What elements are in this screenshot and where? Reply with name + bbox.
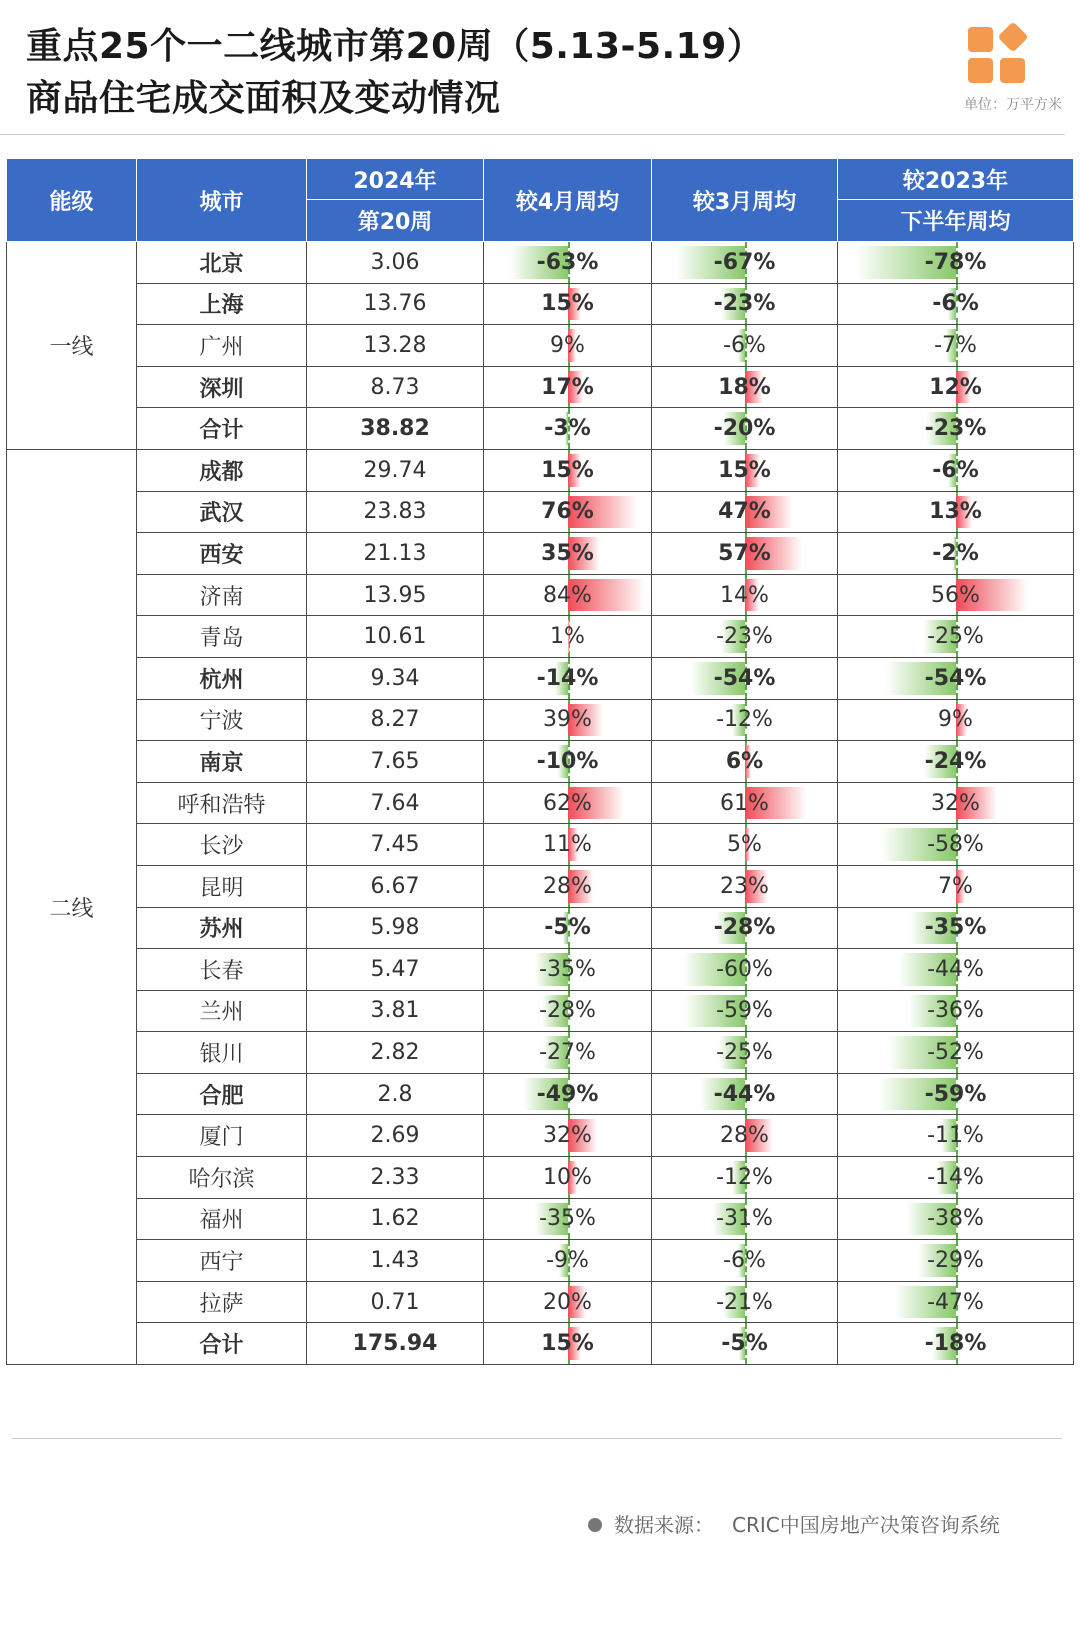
area-cell: 3.81 — [307, 990, 484, 1032]
vs-march-cell — [652, 408, 838, 450]
city-cell: 长春 — [137, 949, 307, 991]
city-cell: 南京 — [137, 741, 307, 783]
vs-march-cell — [652, 990, 838, 1032]
vs-2023-cell — [838, 782, 1074, 824]
header-vs-2023: 较2023年 — [838, 159, 1074, 200]
vs-2023-value: -11% — [927, 1123, 984, 1149]
header-vs-2023-h2: 下半年周均 — [838, 200, 1074, 242]
table-row — [7, 1240, 1074, 1282]
city-cell: 呼和浩特 — [137, 782, 307, 824]
vs-april-value: 11% — [543, 832, 592, 858]
area-cell: 7.45 — [307, 824, 484, 866]
area-cell: 38.82 — [307, 408, 484, 450]
vs-2023-cell — [838, 1157, 1074, 1199]
vs-april-value: 15% — [541, 1331, 594, 1357]
vs-2023-value: -29% — [927, 1248, 984, 1274]
vs-2023-value: -2% — [932, 540, 979, 566]
vs-2023-cell — [838, 824, 1074, 866]
area-cell: 6.67 — [307, 865, 484, 907]
vs-march-value: -6% — [723, 1248, 766, 1274]
vs-2023-value: -6% — [932, 291, 979, 317]
header-tier: 能级 — [7, 159, 137, 242]
vs-march-cell — [652, 1073, 838, 1115]
vs-2023-value: -18% — [924, 1331, 987, 1357]
vs-2023-cell — [838, 325, 1074, 367]
vs-2023-cell — [838, 533, 1074, 575]
vs-2023-cell — [838, 699, 1074, 741]
vs-march-cell — [652, 616, 838, 658]
table-row — [7, 907, 1074, 949]
vs-march-cell — [652, 491, 838, 533]
vs-april-value: 17% — [541, 374, 594, 400]
vs-2023-value: -58% — [927, 832, 984, 858]
vs-march-value: -20% — [713, 416, 776, 442]
vs-april-cell — [484, 1032, 652, 1074]
vs-march-value: -21% — [716, 1289, 773, 1315]
vs-april-value: 15% — [541, 291, 594, 317]
vs-april-cell — [484, 949, 652, 991]
vs-2023-value: -36% — [927, 998, 984, 1024]
vs-2023-cell — [838, 1032, 1074, 1074]
vs-april-value: -9% — [546, 1248, 589, 1274]
vs-march-value: -23% — [713, 291, 776, 317]
vs-april-value: 1% — [550, 624, 585, 650]
vs-march-cell — [652, 1281, 838, 1323]
vs-march-value: 57% — [718, 540, 771, 566]
table-row — [7, 449, 1074, 491]
vs-2023-value: 12% — [929, 374, 982, 400]
area-cell: 2.69 — [307, 1115, 484, 1157]
vs-april-cell — [484, 491, 652, 533]
table-row — [7, 1198, 1074, 1240]
vs-march-value: 6% — [725, 748, 764, 774]
city-cell: 西宁 — [137, 1240, 307, 1282]
vs-march-cell — [652, 1032, 838, 1074]
table-row — [7, 1115, 1074, 1157]
area-cell: 0.71 — [307, 1281, 484, 1323]
vs-2023-cell — [838, 574, 1074, 616]
vs-march-value: -31% — [716, 1206, 773, 1232]
vs-march-value: 15% — [718, 457, 771, 483]
vs-2023-value: -44% — [927, 956, 984, 982]
vs-march-cell — [652, 907, 838, 949]
header-vs-april: 较4月周均 — [484, 159, 652, 242]
city-cell: 拉萨 — [137, 1281, 307, 1323]
city-cell: 青岛 — [137, 616, 307, 658]
bottom-divider — [12, 1438, 1062, 1439]
table-row — [7, 283, 1074, 325]
city-cell: 合肥 — [137, 1073, 307, 1115]
vs-2023-cell — [838, 741, 1074, 783]
tier-cell: 一线 — [7, 242, 137, 450]
vs-april-cell — [484, 616, 652, 658]
area-cell: 8.27 — [307, 699, 484, 741]
table-row — [7, 491, 1074, 533]
source-note — [588, 1509, 1000, 1538]
area-cell: 13.76 — [307, 283, 484, 325]
vs-april-value: -35% — [539, 956, 596, 982]
vs-2023-cell — [838, 1281, 1074, 1323]
vs-2023-cell — [838, 491, 1074, 533]
vs-2023-value: -78% — [924, 249, 987, 275]
vs-2023-cell — [838, 1115, 1074, 1157]
vs-april-cell — [484, 1115, 652, 1157]
city-cell: 合计 — [137, 408, 307, 450]
vs-april-value: 84% — [543, 582, 592, 608]
area-cell: 175.94 — [307, 1323, 484, 1365]
city-cell: 广州 — [137, 325, 307, 367]
table-row — [7, 325, 1074, 367]
vs-april-cell — [484, 1157, 652, 1199]
vs-2023-cell — [838, 366, 1074, 408]
vs-march-value: -54% — [713, 665, 776, 691]
area-cell: 5.47 — [307, 949, 484, 991]
area-cell: 1.43 — [307, 1240, 484, 1282]
vs-march-cell — [652, 949, 838, 991]
vs-april-value: -5% — [544, 915, 591, 941]
city-cell: 苏州 — [137, 907, 307, 949]
city-cell: 厦门 — [137, 1115, 307, 1157]
vs-april-value: -35% — [539, 1206, 596, 1232]
vs-march-value: -67% — [713, 249, 776, 275]
table-row — [7, 657, 1074, 699]
city-cell: 福州 — [137, 1198, 307, 1240]
vs-april-value: 20% — [543, 1289, 592, 1315]
vs-march-value: 5% — [727, 832, 762, 858]
vs-march-value: -6% — [723, 332, 766, 358]
area-cell: 29.74 — [307, 449, 484, 491]
brand-logo-icon — [968, 22, 1030, 84]
city-cell: 成都 — [137, 449, 307, 491]
vs-2023-cell — [838, 1323, 1074, 1365]
vs-april-value: -14% — [536, 665, 599, 691]
vs-march-value: -5% — [721, 1331, 768, 1357]
city-cell: 宁波 — [137, 699, 307, 741]
source-label: 数据来源： — [614, 1513, 714, 1537]
vs-2023-value: -14% — [927, 1164, 984, 1190]
area-cell: 23.83 — [307, 491, 484, 533]
vs-april-cell — [484, 865, 652, 907]
vs-2023-value: -35% — [924, 915, 987, 941]
vs-2023-cell — [838, 949, 1074, 991]
vs-april-cell — [484, 1198, 652, 1240]
table-row — [7, 242, 1074, 284]
vs-march-value: 61% — [720, 790, 769, 816]
area-cell: 2.82 — [307, 1032, 484, 1074]
table-row — [7, 574, 1074, 616]
table-row — [7, 408, 1074, 450]
header-area-year: 2024年 — [307, 159, 484, 200]
vs-march-cell — [652, 366, 838, 408]
vs-march-cell — [652, 782, 838, 824]
vs-april-cell — [484, 366, 652, 408]
city-cell: 兰州 — [137, 990, 307, 1032]
vs-march-cell — [652, 325, 838, 367]
vs-2023-cell — [838, 907, 1074, 949]
table-row — [7, 949, 1074, 991]
vs-march-cell — [652, 865, 838, 907]
header-area-week: 第20周 — [307, 200, 484, 242]
area-cell: 1.62 — [307, 1198, 484, 1240]
vs-april-value: -27% — [539, 1040, 596, 1066]
vs-2023-value: -38% — [927, 1206, 984, 1232]
vs-april-cell — [484, 1281, 652, 1323]
table-row — [7, 782, 1074, 824]
city-cell: 西安 — [137, 533, 307, 575]
area-cell: 9.34 — [307, 657, 484, 699]
city-cell: 哈尔滨 — [137, 1157, 307, 1199]
vs-2023-value: -25% — [927, 624, 984, 650]
area-cell: 7.64 — [307, 782, 484, 824]
vs-march-value: -59% — [716, 998, 773, 1024]
vs-march-cell — [652, 1198, 838, 1240]
vs-march-value: -28% — [713, 915, 776, 941]
vs-2023-cell — [838, 1198, 1074, 1240]
vs-2023-value: -47% — [927, 1289, 984, 1315]
vs-2023-value: -59% — [924, 1081, 987, 1107]
table-row — [7, 1323, 1074, 1365]
tier-cell: 二线 — [7, 449, 137, 1364]
vs-april-value: 32% — [543, 1123, 592, 1149]
table-row — [7, 366, 1074, 408]
vs-march-cell — [652, 283, 838, 325]
vs-april-cell — [484, 408, 652, 450]
vs-2023-value: -6% — [932, 457, 979, 483]
city-cell: 昆明 — [137, 865, 307, 907]
page-title: 重点25个一二线城市第20周（5.13-5.19） — [26, 26, 764, 67]
table-row — [7, 1157, 1074, 1199]
vs-march-value: 18% — [718, 374, 771, 400]
vs-march-value: -25% — [716, 1040, 773, 1066]
area-cell: 2.33 — [307, 1157, 484, 1199]
area-cell: 2.8 — [307, 1073, 484, 1115]
area-cell: 8.73 — [307, 366, 484, 408]
table-row — [7, 990, 1074, 1032]
vs-2023-value: -7% — [934, 332, 977, 358]
vs-march-cell — [652, 1115, 838, 1157]
vs-april-value: -28% — [539, 998, 596, 1024]
area-cell: 13.28 — [307, 325, 484, 367]
vs-march-value: -44% — [713, 1081, 776, 1107]
vs-april-cell — [484, 907, 652, 949]
vs-april-cell — [484, 741, 652, 783]
vs-march-value: 14% — [720, 582, 769, 608]
vs-2023-value: 56% — [931, 582, 980, 608]
table-row — [7, 1073, 1074, 1115]
vs-2023-cell — [838, 865, 1074, 907]
header-vs-march: 较3月周均 — [652, 159, 838, 242]
vs-april-value: 35% — [541, 540, 594, 566]
source-text: CRIC中国房地产决策咨询系统 — [732, 1513, 1000, 1537]
data-table — [6, 158, 1074, 1365]
vs-2023-value: 13% — [929, 499, 982, 525]
vs-2023-cell — [838, 616, 1074, 658]
vs-2023-value: 7% — [938, 873, 973, 899]
vs-march-value: -60% — [716, 956, 773, 982]
city-cell: 银川 — [137, 1032, 307, 1074]
vs-april-cell — [484, 824, 652, 866]
vs-march-cell — [652, 242, 838, 284]
vs-march-value: 47% — [718, 499, 771, 525]
vs-march-cell — [652, 1240, 838, 1282]
vs-april-value: 39% — [543, 707, 592, 733]
vs-2023-cell — [838, 990, 1074, 1032]
table-row — [7, 1032, 1074, 1074]
vs-march-cell — [652, 657, 838, 699]
vs-march-cell — [652, 449, 838, 491]
vs-april-value: -3% — [544, 416, 591, 442]
vs-2023-cell — [838, 1073, 1074, 1115]
vs-2023-cell — [838, 1240, 1074, 1282]
vs-2023-cell — [838, 283, 1074, 325]
vs-2023-cell — [838, 449, 1074, 491]
vs-march-cell — [652, 741, 838, 783]
vs-april-cell — [484, 242, 652, 284]
vs-april-value: 76% — [541, 499, 594, 525]
table-row — [7, 616, 1074, 658]
top-divider — [0, 134, 1065, 135]
vs-april-value: 15% — [541, 457, 594, 483]
vs-april-cell — [484, 1240, 652, 1282]
vs-march-cell — [652, 533, 838, 575]
city-cell: 杭州 — [137, 657, 307, 699]
vs-2023-value: 9% — [938, 707, 973, 733]
vs-march-value: -23% — [716, 624, 773, 650]
vs-march-value: -12% — [716, 707, 773, 733]
vs-april-cell — [484, 449, 652, 491]
table-row — [7, 1281, 1074, 1323]
vs-2023-value: -24% — [924, 748, 987, 774]
vs-2023-cell — [838, 657, 1074, 699]
vs-april-value: -10% — [536, 748, 599, 774]
vs-april-cell — [484, 657, 652, 699]
table-row — [7, 824, 1074, 866]
city-cell: 武汉 — [137, 491, 307, 533]
area-cell: 13.95 — [307, 574, 484, 616]
vs-march-cell — [652, 574, 838, 616]
page-subtitle: 商品住宅成交面积及变动情况 — [26, 78, 501, 119]
table-row — [7, 865, 1074, 907]
city-cell: 长沙 — [137, 824, 307, 866]
vs-april-value: 10% — [543, 1164, 592, 1190]
city-cell: 合计 — [137, 1323, 307, 1365]
vs-2023-value: 32% — [931, 790, 980, 816]
vs-2023-value: -54% — [924, 665, 987, 691]
vs-april-cell — [484, 990, 652, 1032]
area-cell: 3.06 — [307, 242, 484, 284]
vs-march-value: 23% — [720, 873, 769, 899]
vs-april-value: 9% — [550, 332, 585, 358]
vs-2023-value: -23% — [924, 416, 987, 442]
bullet-icon — [588, 1518, 602, 1532]
vs-april-cell — [484, 1323, 652, 1365]
city-cell: 深圳 — [137, 366, 307, 408]
vs-2023-cell — [838, 408, 1074, 450]
city-cell: 北京 — [137, 242, 307, 284]
vs-2023-value: -52% — [927, 1040, 984, 1066]
vs-april-cell — [484, 325, 652, 367]
vs-april-value: -49% — [536, 1081, 599, 1107]
vs-march-cell — [652, 1157, 838, 1199]
table-row — [7, 533, 1074, 575]
vs-april-value: 28% — [543, 873, 592, 899]
vs-april-cell — [484, 574, 652, 616]
vs-april-cell — [484, 699, 652, 741]
city-cell: 上海 — [137, 283, 307, 325]
vs-march-value: -12% — [716, 1164, 773, 1190]
vs-march-cell — [652, 699, 838, 741]
table-row — [7, 699, 1074, 741]
vs-april-cell — [484, 1073, 652, 1115]
vs-march-cell — [652, 1323, 838, 1365]
vs-march-cell — [652, 824, 838, 866]
vs-april-value: 62% — [543, 790, 592, 816]
unit-label: 单位：万平方米 — [964, 97, 1062, 113]
table-row — [7, 741, 1074, 783]
area-cell: 21.13 — [307, 533, 484, 575]
header-city: 城市 — [137, 159, 307, 242]
area-cell: 5.98 — [307, 907, 484, 949]
vs-april-cell — [484, 782, 652, 824]
vs-april-value: -63% — [536, 249, 599, 275]
vs-april-cell — [484, 283, 652, 325]
city-cell: 济南 — [137, 574, 307, 616]
area-cell: 10.61 — [307, 616, 484, 658]
vs-2023-cell — [838, 242, 1074, 284]
vs-march-value: 28% — [720, 1123, 769, 1149]
area-cell: 7.65 — [307, 741, 484, 783]
vs-april-cell — [484, 533, 652, 575]
